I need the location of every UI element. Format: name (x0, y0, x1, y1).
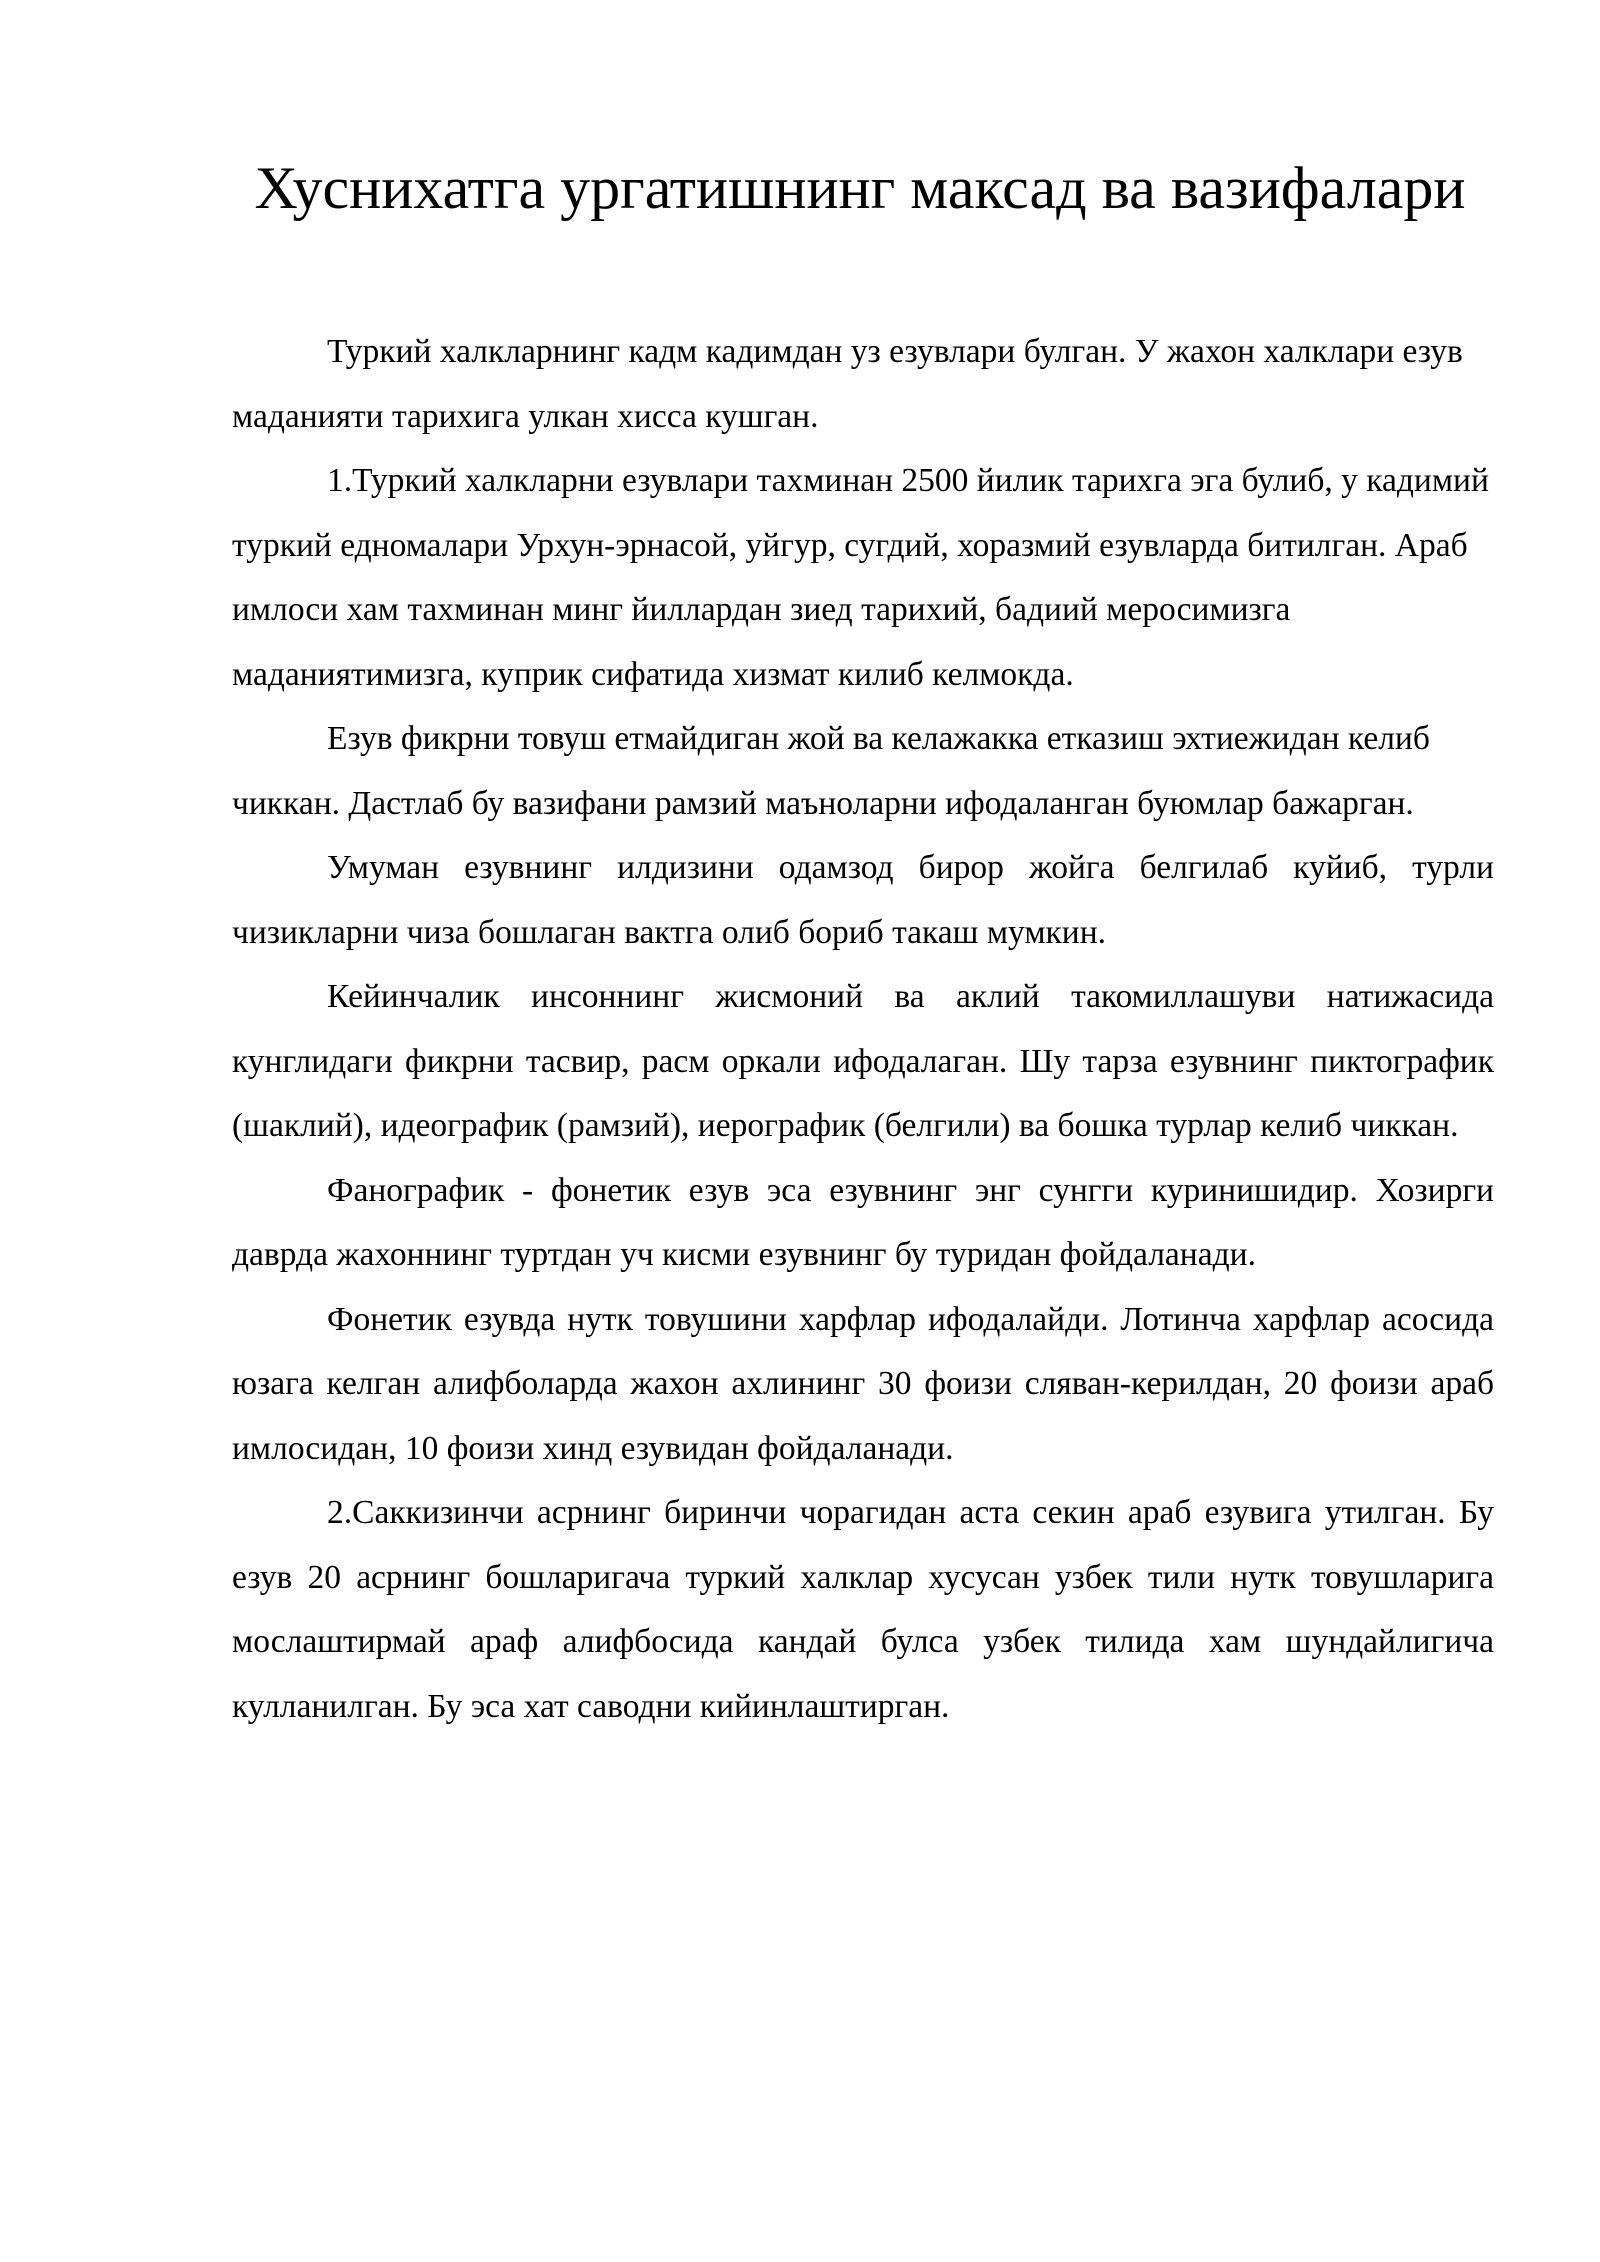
paragraph-2: 1.Туркий халкларни езувлари тахминан 2500 йилик тарихга эга булиб, у кадимий туркий едномалари Урхун-эрнасой, уйгур, сугдий, хоразмий езувларда битилган. Араб имлоси хам тахминан минг йиллардан зиед тарихий, бадиий меросимизга маданиятимизга, куприк сифатида хизмат килиб келмокда. (232, 462, 1489, 693)
document-body (232, 320, 1494, 1739)
paragraph-3: Езув фикрни товуш етмайдиган жой ва келажакка етказиш эхтиежидан келиб чиккан. Дастлаб бу вазифани рамзий маъноларни ифодаланган буюмлар бажарган. (232, 720, 1430, 822)
paragraph-1: Туркий халкларнинг кадм кадимдан уз езувлари булган. У жахон халклари езув маданияти тарихига улкан хисса кушган. (232, 333, 1463, 435)
paragraph-7: Фонетик езувда нутк товушини харфлар ифодалайди. Лотинча харфлар асосида юзага келган алифболарда жахон ахлининг 30 фоизи сляван-керилдан, 20 фоизи араб имлосидан, 10 фоизи хинд езувидан фойдаланади. (232, 1300, 1494, 1467)
page-title: Хуснихатга ургатишнинг максад ва вазифалари (254, 155, 1466, 221)
paragraph-8: 2.Саккизинчи асрнинг биринчи чорагидан аста секин араб езувига утилган. Бу езув 20 асрнинг бошларигача туркий халклар хусусан узбек тили нутк товушларига мослаштирмай араф алифбосида кандай булса узбек тилида хам шундайлигича кулланилган. Бу эса хат саводни кийинлаштирган. (232, 1494, 1494, 1725)
paragraph-5: Кейинчалик инсоннинг жисмоний ва аклий такомиллашуви натижасида кунглидаги фикрни тасвир, расм оркали ифодалаган. Шу тарза езувнинг пиктографик (шаклий), идеографик (рамзий), иерографик (белгили) ва бошка турлар келиб чиккан. (232, 978, 1494, 1144)
paragraph-6: Фанографик - фонетик езув эса езувнинг энг сунгги куринишидир. Хозирги даврда жахоннинг туртдан уч кисми езувнинг бу туридан фойдаланади. (232, 1171, 1494, 1273)
paragraph-4: Умуман езувнинг илдизини одамзод бирор жойга белгилаб куйиб, турли чизикларни чиза бошлаган вактга олиб бориб такаш мумкин. (232, 849, 1494, 951)
